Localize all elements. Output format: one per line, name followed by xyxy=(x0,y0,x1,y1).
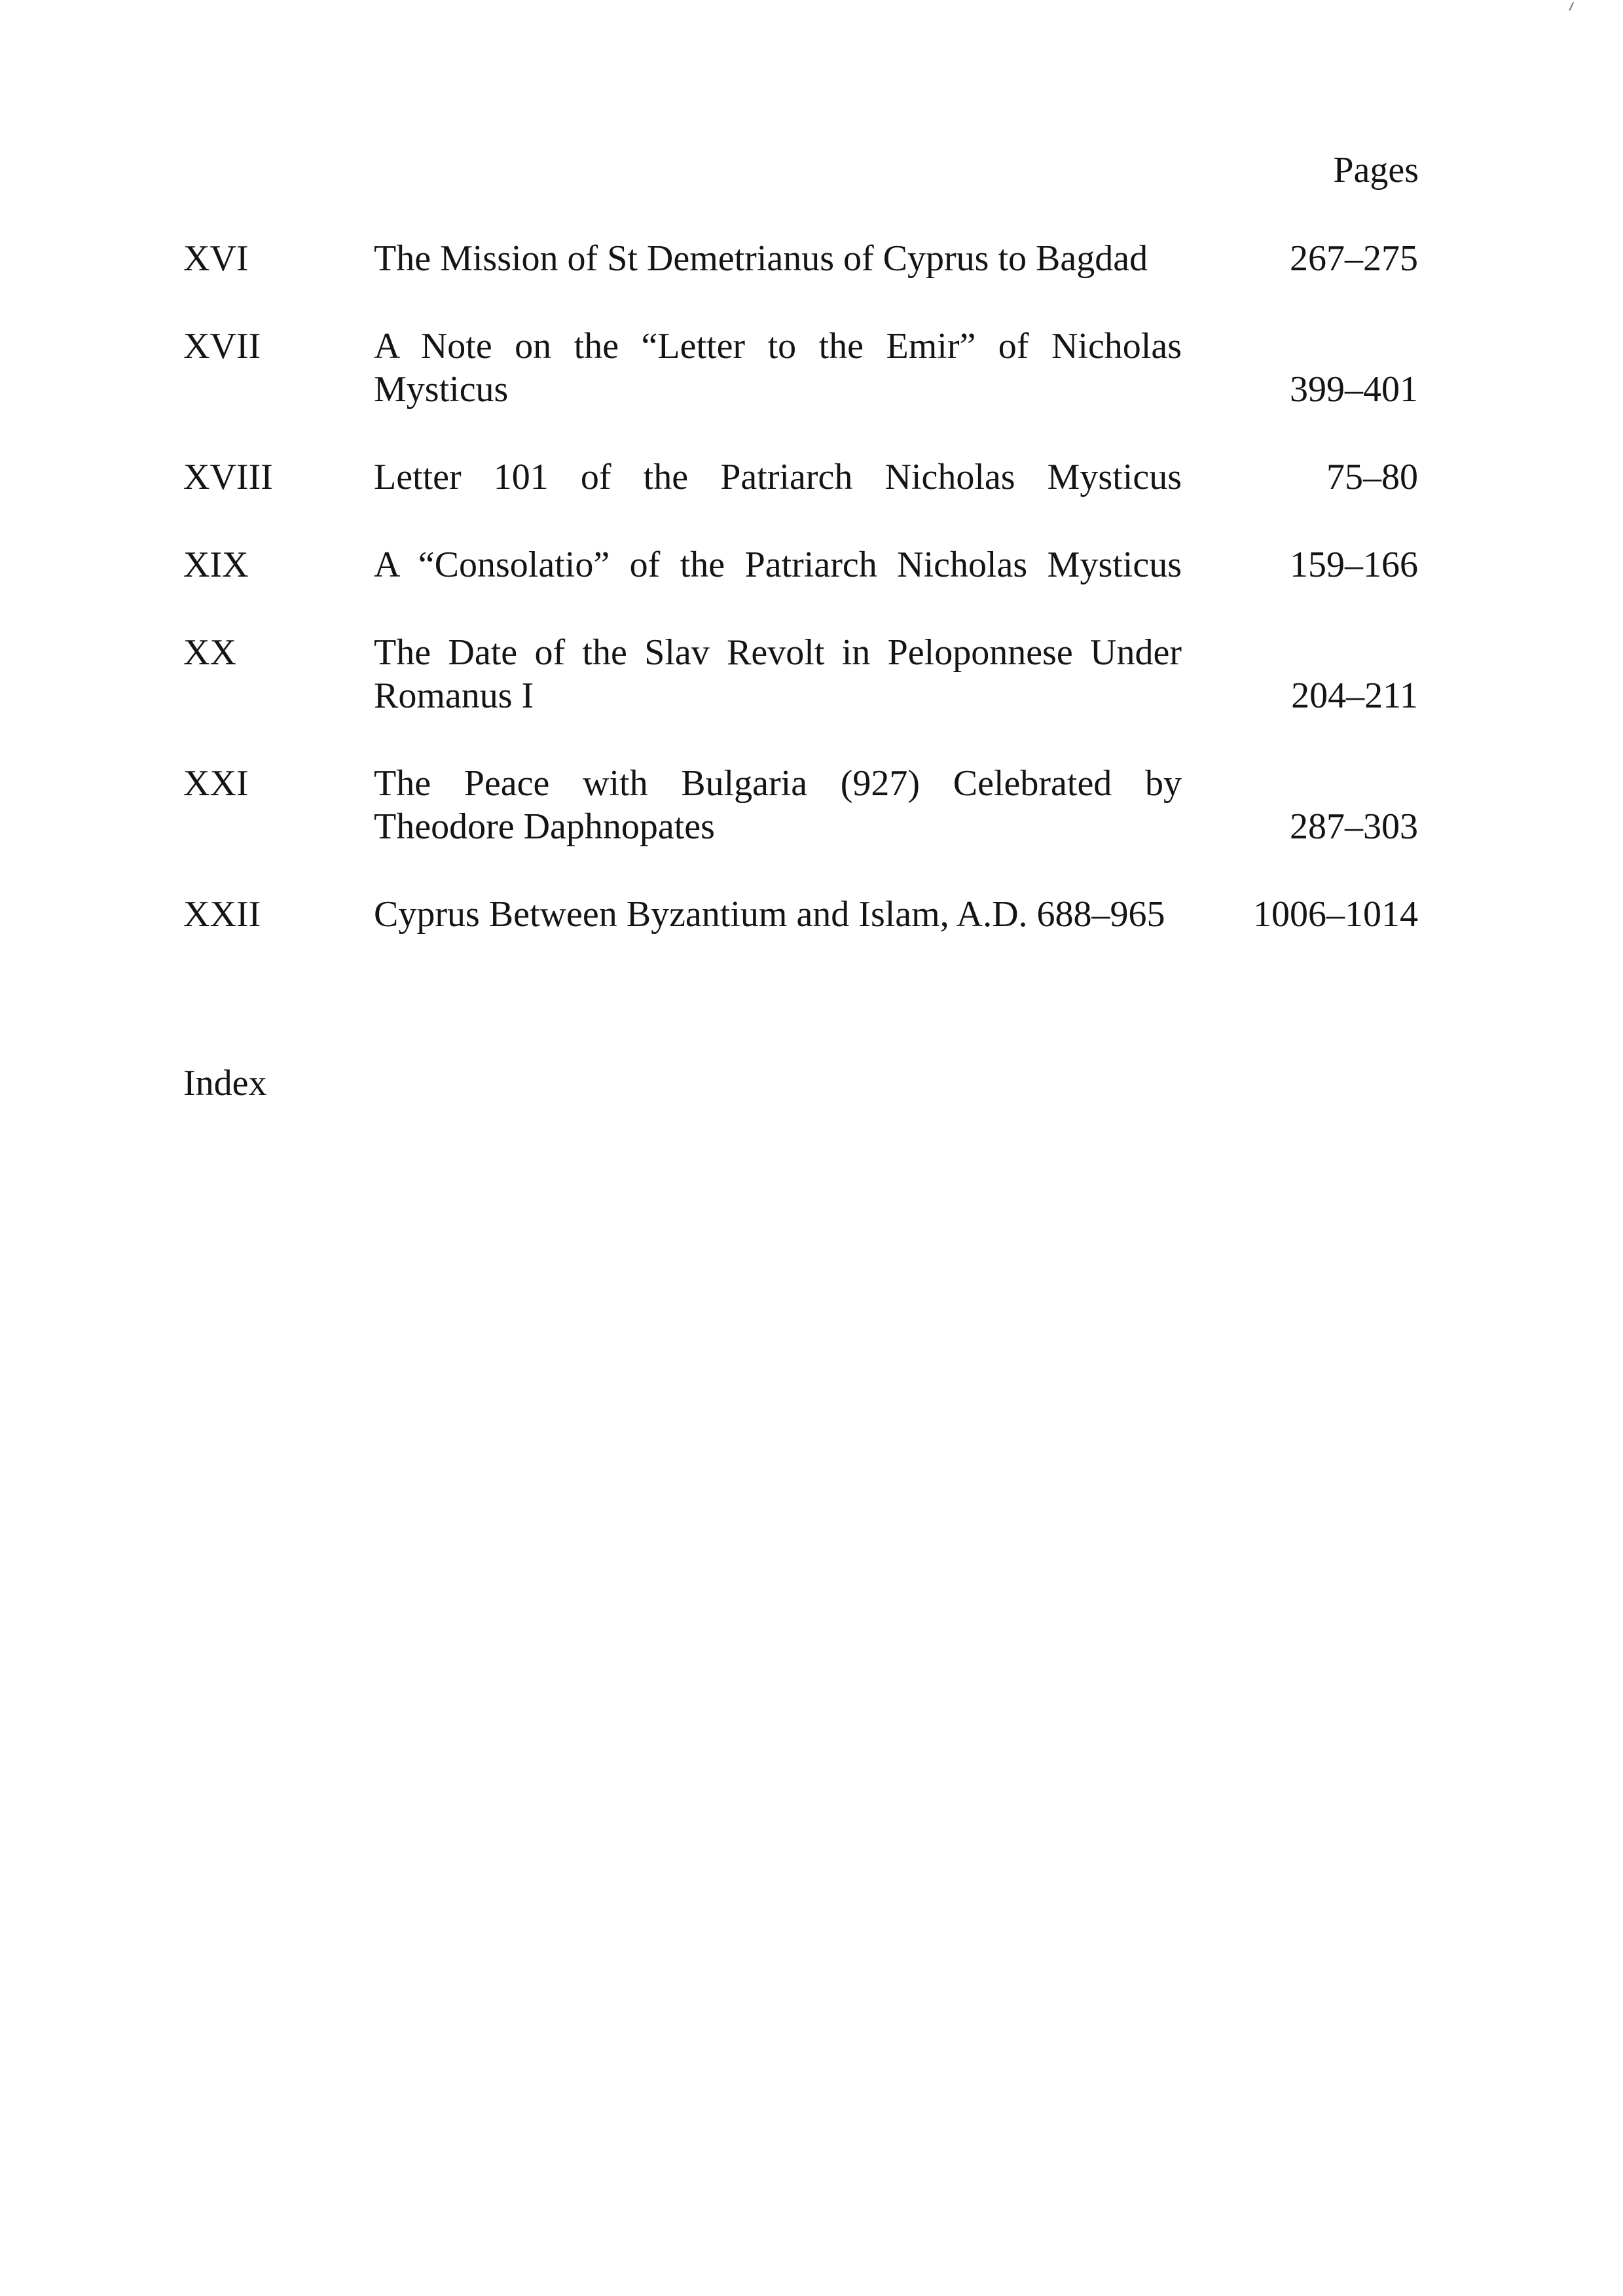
entry-pages: 204–211 xyxy=(1291,675,1418,716)
entry-number: XX xyxy=(183,632,236,673)
entry-title: The Mission of St Demetrianus of Cyprus to Bagdad xyxy=(374,238,1148,279)
toc-entry xyxy=(183,325,1418,411)
entry-number: XXII xyxy=(183,894,261,935)
entry-number: XVIII xyxy=(183,457,273,497)
entry-title: A “Consolatio” of the Patriarch Nicholas Mysticus xyxy=(374,545,1182,585)
pages-column-header: Pages xyxy=(1333,150,1419,190)
entry-pages: 75–80 xyxy=(1326,457,1418,497)
entry-pages: 159–166 xyxy=(1290,545,1418,585)
entry-title: Cyprus Between Byzantium and Islam, A.D. 688–965 xyxy=(374,894,1165,935)
entry-number: XVII xyxy=(183,326,261,367)
entry-title: Letter 101 of the Patriarch Nicholas Mysticus xyxy=(374,457,1182,497)
entry-pages: 287–303 xyxy=(1290,806,1418,847)
entry-number: XXI xyxy=(183,763,249,804)
entry-pages: 267–275 xyxy=(1290,238,1418,279)
toc-entry xyxy=(183,543,1418,586)
toc-entry xyxy=(183,762,1418,848)
index-label: Index xyxy=(183,1063,267,1103)
table-of-contents xyxy=(183,237,1418,980)
toc-entry xyxy=(183,237,1418,280)
entry-title: The Date of the Slav Revolt in Peloponnese Under Romanus I xyxy=(374,632,1182,716)
entry-pages: 1006–1014 xyxy=(1253,894,1418,935)
toc-entry xyxy=(183,893,1418,936)
toc-entry xyxy=(183,631,1418,717)
entry-title: The Peace with Bulgaria (927) Celebrated by Theodore Daphnopates xyxy=(374,763,1182,847)
entry-pages: 399–401 xyxy=(1290,369,1418,410)
scan-mark xyxy=(1569,2,1577,12)
entry-number: XVI xyxy=(183,238,249,279)
entry-number: XIX xyxy=(183,545,249,585)
toc-entry xyxy=(183,456,1418,499)
entry-title: A Note on the “Letter to the Emir” of Nicholas Mysticus xyxy=(374,326,1182,410)
